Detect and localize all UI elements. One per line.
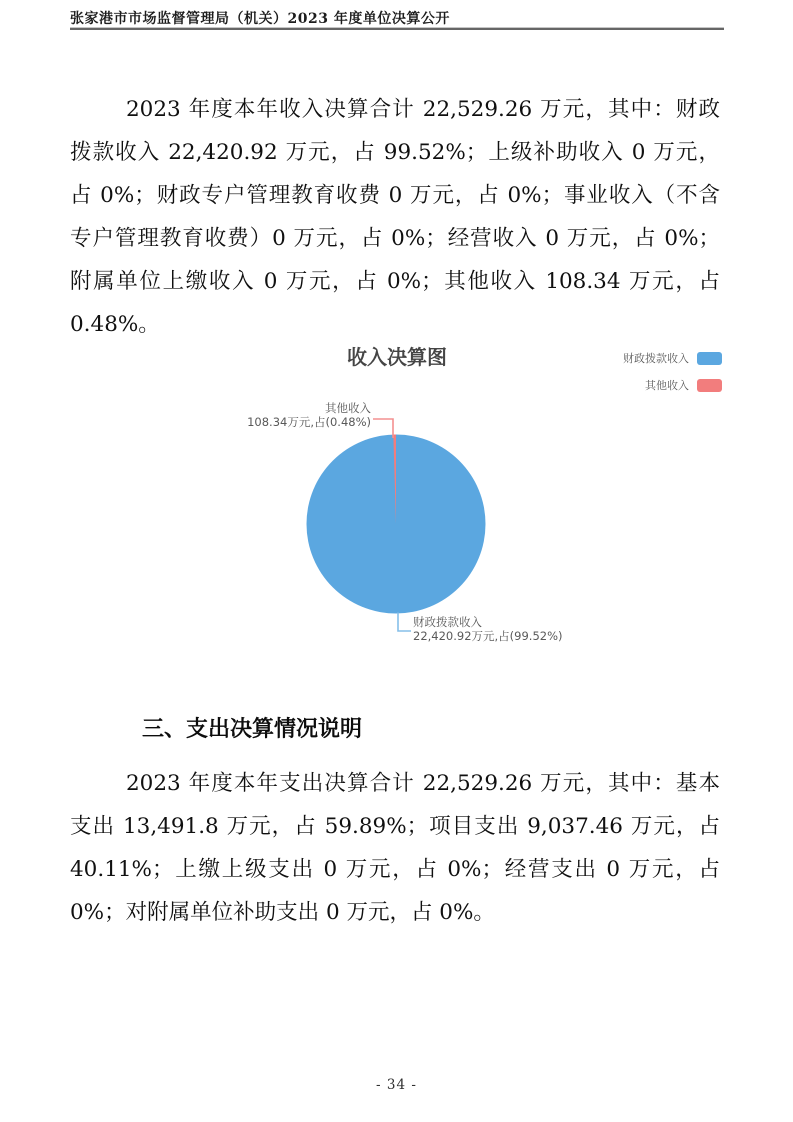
paragraph-line: 2023 年度本年支出决算合计 22,529.26 万元，其中：基本 bbox=[126, 771, 720, 796]
paragraph-line: 支出 13,491.8 万元，占 59.89%；项目支出 9,037.46 万元，占 bbox=[70, 814, 720, 839]
section-heading-expenditure: 三、支出决算情况说明 bbox=[142, 717, 363, 742]
legend-item-fiscal-appropriation[interactable] bbox=[623, 350, 722, 366]
chart-title: 收入决算图 bbox=[347, 345, 447, 369]
pie-label-name: 财政拨款收入 bbox=[413, 615, 482, 629]
paragraph-line: 0%；对附属单位补助支出 0 万元，占 0%。 bbox=[70, 900, 495, 925]
legend-item-other-income[interactable] bbox=[623, 377, 722, 393]
paragraph-line: 占 0%；财政专户管理教育收费 0 万元，占 0%；事业收入（不含 bbox=[70, 183, 720, 208]
legend-label: 其他收入 bbox=[645, 379, 689, 392]
pie-label-value: 108.34万元,占(0.48%) bbox=[247, 414, 371, 429]
page-number: - 34 - bbox=[376, 1077, 417, 1093]
paragraph-line: 拨款收入 22,420.92 万元，占 99.52%；上级补助收入 0 万元， bbox=[70, 140, 720, 165]
paragraph-line: 附属单位上缴收入 0 万元，占 0%；其他收入 108.34 万元，占 bbox=[70, 269, 720, 294]
paragraph-line: 2023 年度本年收入决算合计 22,529.26 万元，其中：财政 bbox=[126, 97, 720, 122]
leader-line-fiscal-appropriation bbox=[398, 613, 411, 632]
document-header-title: 张家港市市场监督管理局（机关）2023 年度单位决算公开 bbox=[70, 11, 450, 27]
paragraph-line: 专户管理教育收费）0 万元，占 0%；经营收入 0 万元，占 0%； bbox=[70, 226, 720, 251]
legend-swatch-red bbox=[697, 379, 722, 392]
header-divider bbox=[70, 27, 724, 30]
paragraph-line: 40.11%；上缴上级支出 0 万元，占 0%；经营支出 0 万元，占 bbox=[70, 857, 720, 882]
legend-label: 财政拨款收入 bbox=[623, 352, 689, 365]
pie-label-other-income bbox=[171, 402, 371, 429]
paragraph-line: 0.48%。 bbox=[70, 312, 160, 337]
income-paragraph bbox=[70, 88, 720, 346]
legend-swatch-blue bbox=[697, 352, 722, 365]
pie-label-name: 其他收入 bbox=[325, 401, 371, 415]
expenditure-paragraph bbox=[70, 762, 720, 934]
pie-label-value: 22,420.92万元,占(99.52%) bbox=[413, 628, 563, 643]
pie-label-fiscal-appropriation bbox=[413, 616, 563, 643]
